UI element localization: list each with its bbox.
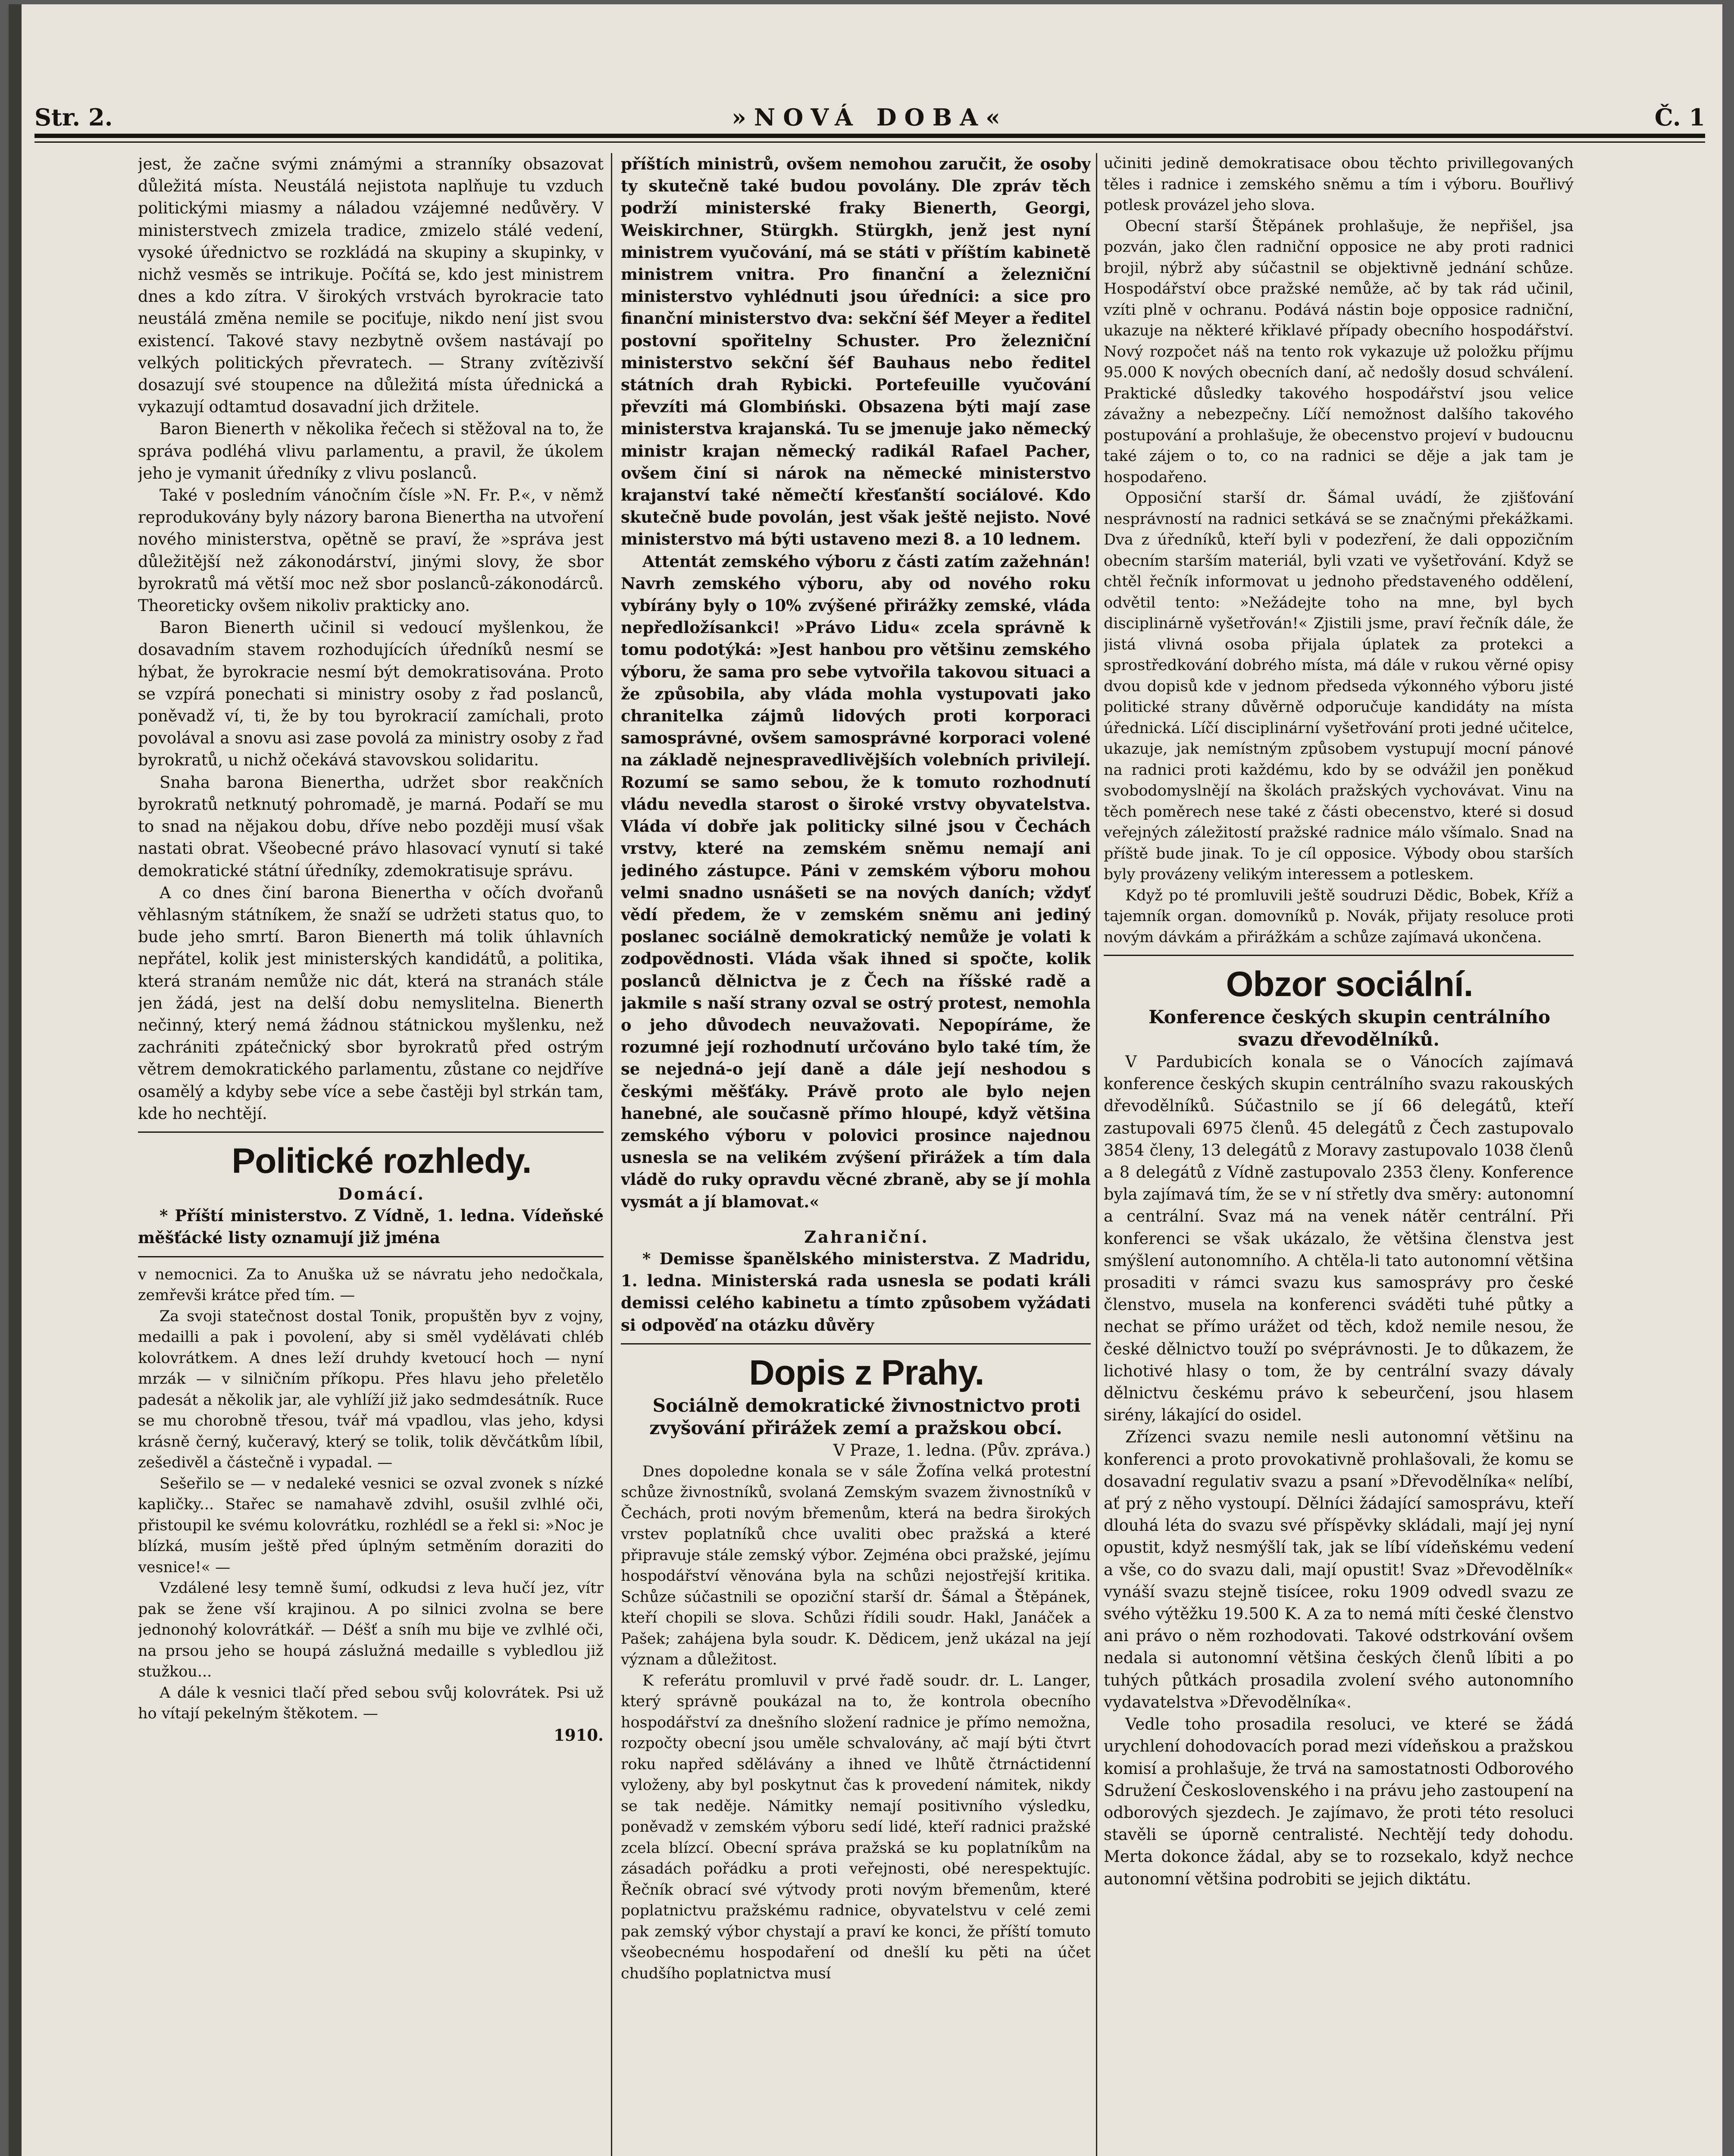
- section-rule: [1104, 955, 1574, 956]
- issue-label: Č. 1: [1654, 103, 1705, 131]
- article-heading: Sociálně demokratické živnostnictvo proti zvyšování přirážek zemí a pražskou obcí.: [649, 1395, 1081, 1438]
- paper-title: »NOVÁ DOBA«: [732, 103, 1008, 131]
- paragraph: Vedle toho prosadila resoluci, ve které se žádá urychlení dohodovacích porad mezi vídeňskou a pražskou komisí a prohlašuje, že trvá na samostatnosti Odborového Sdružení Československého i na právu jeho zastoupení na odborových sjezdech. Je zajímavo, že proti této resoluci stavěli se úporně centralisté. Nechtějí tedy dohodu. Merta dokonce žádal, aby se to rozsekalo, když nechce autonomní většina podrobiti se jejich diktátu.: [1104, 1715, 1574, 1888]
- paragraph: Také v posledním vánočním čísle »N. Fr. P.«, v němž reprodukovány byly názory barona Bienertha na utvoření nového ministerstva, opětně se praví, že »správa jest důležitější než zákonodárství, jinými slovy, že sbor byrokratů má větší moc než sbor poslanců-zákonodárců. Theoreticky ovšem nikoliv prakticky ano.: [138, 486, 604, 615]
- paragraph: jest, že začne svými známými a stranníky obsazovat důležitá místa. Neustálá nejistota naplňuje tu vzduch politickými miasmy a náladou vzájemné nedůvěry. V ministerstvech zmizela tradice, zmizelo stálé vedení, vysoké úřednictvo se rozkládá na skupiny a skupinky, v nichž vesměs se intrikuje. Počítá se, kdo jest ministrem dnes a kdo zítra. V širokých vrstvách byrokracie tato neustálá změna nemile se pociťuje, nikdo není jist svou existencí. Takové stavy nezbytně ovšem nastávají po velkých politických převratech. — Strany zvítězivší dosazují své stoupence na důležitá místa úřednická a vykazují odtamtud dosavadní jich držitele.: [138, 155, 604, 417]
- story-paragraph: v nemocnici. Za to Anuška už se návratu jeho nedočkala, zemřevši krátce před tím. —: [138, 1266, 604, 1304]
- column-3: [1104, 153, 1574, 2156]
- paragraph: Opposiční starší dr. Šámal uvádí, že zjišťování nesprávností na radnici setkává se se značnými překážkami. Dva z úředníků, kteří byli v podezření, že dali oppozičním obecním starším materiál, byli vzati ve vyšetřování. Když se chtěl řečník informovat u jednoho představeného oddělení, odvětil tento: »Nežádejte toho na mne, byl bych disciplinárně vyšetřován!« Zjistili jsme, praví řečník dále, že jistá vlivná osoba přijala úplatek za protekci a sprostředkování dobrého místa, má dále v rukou věrné opisy dvou dopisů kde v jednom předseda výkonného výboru jisté politické strany důvěrně odporučuje kandidáty na místa úřednická. Líčí disciplinární vyšetřování proti jedné učitelce, ukazuje, jak nemístným způsobem vystupují mocní pánové na radnici proti každému, kdo by se odvážil jen poněkud svobodomyslnějí na školách pražských vychovávat. Vinu na těch poměrech nese také z části obecenstvo, které si dosud veřejných záležitostí pražské radnice málo všímalo. Snad na příště bude jinak. To je cíl opposice. Výbody obou starších byly provázeny velikým interessem a potleskem.: [1104, 489, 1574, 883]
- section-rule: [138, 1131, 604, 1133]
- story-paragraph: A dále k vesnici tlačí před sebou svůj kolovrátek. Psi už ho vítají pekelným štěkotem. —: [138, 1684, 604, 1723]
- paragraph: Když po té promluvili ještě soudruzi Dědic, Bobek, Kříž a tajemník organ. domovníků p. Novák, přijaty resoluce proti novým dávkám a přirážkám a schůze zajímavá ukončena.: [1104, 887, 1574, 946]
- paragraph: Obecní starší Štěpánek prohlašuje, že nepřišel, jsa pozván, jako člen radniční opposice ne aby proti radnici brojil, nýbrž aby súčastnil se objektivně jednání schůze. Hospodářství obce pražské nemůže, ač by tak rád učinil, vzíti plně v ochranu. Podává nástin boje opposice radniční, ukazuje na některé křiklavé případy obecního hospodářství. Nový rozpočet náš na tento rok vykazuje už položku příjmu 95.000 K nových obecních daní, ač nedošly dosud schválení. Praktické důsledky takového hospodářství jsou velice závažny a nebezpečny. Líčí nemožnost dalšího takového postupování a prohlašuje, že obecenstvo projeví v budoucnu také zájem o to, co na radnici se děje a jak tam je hospodařeno.: [1104, 217, 1574, 486]
- story-paragraph: Za svoji statečnost dostal Tonik, propuštěn byv z vojny, medailli a pak i povolení, aby si směl vydělávati chléb kolovrátkem. A dnes leží druhdy kvetoucí hoch — nyní mrzák — v silničním příkopu. Přes hlavu jeho přeletělo padesát a několik jar, ale vyhlíží již jako sedmdesátník. Ruce se mu chorobně třesou, tvář má vpadlou, vlas jeho, kdysi krásně černý, kučeravý, který se tolik, tolik děvčátkům líbil, zešedivěl a částečně i vypadal. —: [138, 1307, 604, 1472]
- section-rule: [621, 1343, 1091, 1344]
- newspaper-page: [9, 4, 1722, 2156]
- column-divider: [611, 153, 612, 2156]
- paragraph: učiniti jedině demokratisace obou těchto privillegovaných těles i radnice i zemského sněmu a tím i výboru. Bouřlivý potlesk provázel jeho slova.: [1104, 155, 1574, 214]
- dateline: V Praze, 1. ledna. (Pův. zpráva.): [833, 1441, 1091, 1460]
- header-rule: [34, 134, 1705, 138]
- story-paragraph: Sešeřilo se — v nedaleké vesnici se ozval zvonek s nízké kapličky... Stařec se namahavě zdvihl, osušil zvlhlé oči, přistoupil ke svému kolovrátku, rozhlédl se a řekl si: »Noc je blízká, musím ještě před úplným setměním doraziti do vesnice!« —: [138, 1475, 604, 1576]
- column-1: [138, 153, 604, 2156]
- story-paragraph: Vzdálené lesy temně šumí, odkudsi z leva hučí jez, vítr pak se žene vší krajinou. A po silnici zvolna se bere jednonohý kolovrátkář. — Déšť a sníh mu bije ve zvlhlé oči, na prsou jeho se houpá záslužná medaille s vybledlou již stužkou...: [138, 1579, 604, 1681]
- paragraph: V Pardubicích konala se o Vánocích zajímavá konference českých skupin centrálního svazu rakouských dřevodělníků. Súčastnilo se jí 66 delegátů, kteří zastupovali 6975 členů. 45 delegátů z Čech zastupovalo 3854 členy, 13 delegátů z Moravy zastupovalo 1038 členů a 8 delegátů z Vídně zastupovalo 2353 členy. Konference byla zajímavá tím, že se v ní střetly dva směry: autonomní a centrální. Svaz má na venek nátěr centrální. Při konferenci se však ukázalo, že většina členstva jest smýšlení autonomního. A chtěla-li tato autonomní většina prosaditi v rámci svazu kus samosprávy pro české členstvo, musela na konferenci sváděti tuhé půtky a nechat se přímo urážet od těch, kdož nemile nesou, že české dělnictvo touží po svéprávnosti. Je to důkazem, že lichotivé hlasy o tom, že by centrální svazy dávaly dělnictvu českému právo k sebeurčení, jsou hlasem sirény, lákající do osidel.: [1104, 1053, 1574, 1425]
- column-2: [621, 153, 1091, 2156]
- paragraph: příštích ministrů, ovšem nemohou zaručit, že osoby ty skutečně také budou povolány. Dle zpráv těch podrží ministerské fraky Bienerth, Georgi, Weiskirchner, Stürgkh. Stürgkh, jenž jest nyní ministrem vyučování, má se státi v příštím kabinetě ministrem vnitra. Pro finanční a železniční ministerstvo vyhlédnuti jsou úředníci: a sice pro finanční ministerstvo dva: sekční šéf Meyer a ředitel postovní spořitelny Schuster. Pro železniční ministerstvo sekční šéf Bauhaus nebo ředitel státních drah Rybicki. Portefeuille vyučování převzíti má Glombiński. Obsazena býti mají zase ministerstva krajanská. Tu se jmenuje jako německý ministr krajan německý radikál Rafael Pacher, ovšem činí si nárok na německé ministerstvo krajanství také němečtí křesťanští sociálové. Kdo skutečně bude povolán, jest však ještě nejisto. Nové ministerstvo má býti ustaveno mezi 8. a 10 lednem.: [621, 154, 1091, 549]
- paragraph: Dnes dopoledne konala se v sále Žofína velká protestní schůze živnostníků, svolaná Zemským svazem živnostníků v Čechách, proti novým břemenům, která na bedra širokých vrstev poplatníků chce uvaliti obec pražská a které připravuje stále zemský výbor. Zejména obci pražské, jejímu hospodářství věnována byla na schůzi nejostřejší kritika. Schůze súčastnili se opoziční starší dr. Šámal a Štěpánek, kteří chopili se slova. Schůzi řídili soudr. Hakl, Janáček a Pašek; zahájena byla soudr. K. Dědicem, jenž ukázal na její význam a důležitost.: [621, 1463, 1091, 1669]
- news-lead: * Příští ministerstvo. Z Vídně, 1. ledna. Vídeňské měšťácké listy oznamují již jména: [138, 1206, 604, 1247]
- paragraph: Baron Bienerth v několika řečech si stěžoval na to, že správa podléhá vlivu parlamentu, a pravil, že úkolem jeho je vymanit úředníky z vlivu poslanců.: [138, 420, 604, 483]
- article-heading: Konference českých skupin centrálního svazu dřevodělníků.: [1149, 1006, 1550, 1050]
- section-title: Politické rozhledy.: [232, 1141, 532, 1181]
- section-title: Dopis z Prahy.: [749, 1353, 984, 1392]
- paragraph: Baron Bienerth učinil si vedoucí myšlenkou, že dosavadním stavem rozhodujících úředníků nesmí se hýbat, že byrokracie nesmí být demokratisována. Proto se vzpírá ponechati si ministry osoby z řad poslanců, poněvadž ví, ti, že by tou byrokracií zamíchali, proto povolával a snovu asi zase povolá za ministry osoby z řad byrokratů, u nichž očekává stavovskou solidaritu.: [138, 618, 604, 770]
- section-subheading: Domácí.: [338, 1184, 425, 1203]
- paragraph: K referátu promluvil v prvé řadě soudr. dr. L. Langer, který správně poukázal na to, že kontrola obecního hospodářství za dnešního složení radnice je přímo nemožna, rozpočty obecní jsou uměle schvalovány, ač mají býti čtvrt roku napřed sdělávány a ihned ve lhůtě čtrnáctidenní vyloženy, aby byl poskytnut čas k provedení námitek, nikdy se tak neděje. Námitky nemají positivního výsledku, poněvadž v zemském výboru sedí lidé, kteří radnici pražské zcela blízcí. Obecní správa pražská se ku poplatníkům na zásadách pořádku a proti veřejnosti, obé nerespektujíc. Řečník obrací své výtvody proti novým břemenům, které poplatnictvu pražskému radnice, obyvatelstvu v celé zemi pak zemský výbor chystají a praví ke konci, že příští tomuto všeobecnému hospodaření od dnešlí ku pěti na účet chudšího poplatnictva musí: [621, 1672, 1091, 1982]
- section-title: Obzor sociální.: [1226, 965, 1473, 1004]
- page-label: Str. 2.: [34, 103, 113, 131]
- header-rule-thin: [34, 141, 1705, 143]
- foreign-subheading: Zahraniční.: [804, 1227, 929, 1247]
- story-year: 1910.: [554, 1725, 604, 1745]
- paragraph: A co dnes činí barona Bienertha v očích dvořanů věhlasným státníkem, že snaží se udržeti status quo, to bude jeho smrtí. Baron Bienerth má tolik úhlavních nepřátel, kolik jest ministerských kandidátů, a politika, která stranám nemůže nic dát, která na stranách stále jen žádá, jest na delší dobu nemyslitelna. Bienerth nečinný, který nemá žádnou státnickou myšlenku, než zachrániti zpátečnický sbor byrokratů před ostrým větrem demokratického parlamentu, zůstane co nejdříve osamělý a kdyby sebe více a sebe častěji byl strkán tam, kde ho nechtějí.: [138, 883, 604, 1123]
- paragraph: Zřízenci svazu nemile nesli autonomní většinu na konferenci a proto provokativně prohlašovali, že komu se dosavadní regulativ svazu a psaní »Dřevodělníka« nelíbí, ať prý z něho vystoupí. Dělníci žádající samosprávu, kteří dlouhá léta do svazu své příspěvky skládali, mají jej nyní opustit, když nesmýšlí tak, jak se líbí vídeňskému vedení a vše, co do svazu dali, mají opustit! Svaz »Dřevodělník« vynáší svazu stejně tisícee, roku 1909 odvedl svazu ze svého výtěžku 19.500 K. A za to nemá míti české členstvo ani právo o něm rozhodovati. Takové odstrkování ovšem nedala si autonomní většina českých členů líbiti a po tuhých půtkách prosadila zvolení svého autonomního vydavatelstva »Dřevodělníka«.: [1104, 1428, 1574, 1711]
- column-divider: [1096, 153, 1097, 2156]
- scan-edge: [9, 4, 22, 2156]
- section-rule: [138, 1256, 604, 1257]
- foreign-news: * Demisse španělského ministerstva. Z Madridu, 1. ledna. Ministerská rada usnesla se podati králi demissi celého kabinetu a tímto způsobem vyžádati si odpověď na otázku důvěry: [621, 1249, 1091, 1335]
- paragraph: Attentát zemského výboru z části zatím zažehnán! Navrh zemského výboru, aby od nového roku vybírány byly o 10% zvýšené přirážky zemské, vláda nepředložísankci! »Právo Lidu« zcela správně k tomu podotýká: »Jest hanbou pro většinu zemského výboru, že sama pro sebe vytvořila takovou situaci a že způsobila, aby vláda mohla vystupovati jako chranitelka zájmů lidových proti korporaci samosprávné, ovšem samosprávné korporaci volené na základě nejnespravedlivějších volebních privilejí. Rozumí se samo sebou, že k tomuto rozhodnutí vládu nevedla starost o široké vrstvy obyvatelstva. Vláda ví dobře jak politicky silné jsou v Čechách vrstvy, které na zemském sněmu nemají ani jediného zástupce. Páni v zemském výboru mohou velmi snadno usnášeti se na nových daních; vždyť vědí předem, že v zemském sněmu ani jediný poslanec sociálně demokratický nemůže je volati k zodpovědnosti. Vláda však ihned si spočte, kolik poslanců dělnictva je z Čech na říšské radě a jakmile s naší strany ozval se ostrý protest, nemohla o jeho důvodech neuvažovati. Nepopíráme, že rozumné její rozhodnutí určováno bylo také tím, že se nejedná-o její daně a dále její neshodou s českými měšťáky. Právě proto ale bylo nejen hanebné, ale současně přímo hloupé, když většina zemského výboru v polovici prosince najednou usnesla se na velikém zvýšení přirážek a tím dala vládě do ruky opravdu věcné zbraně, aby se jí mohla vysmát a jí blamovat.«: [621, 552, 1091, 1211]
- paragraph: Snaha barona Bienertha, udržet sbor reakčních byrokratů netknutý pohromadě, je marná. Podaří se mu to snad na nějakou dobu, dříve nebo později musí však nastati obrat. Všeobecné právo hlasovací vynutí si také demokratické státní úředníky, zdemokratisuje správu.: [138, 773, 604, 880]
- page-header: [34, 103, 1705, 134]
